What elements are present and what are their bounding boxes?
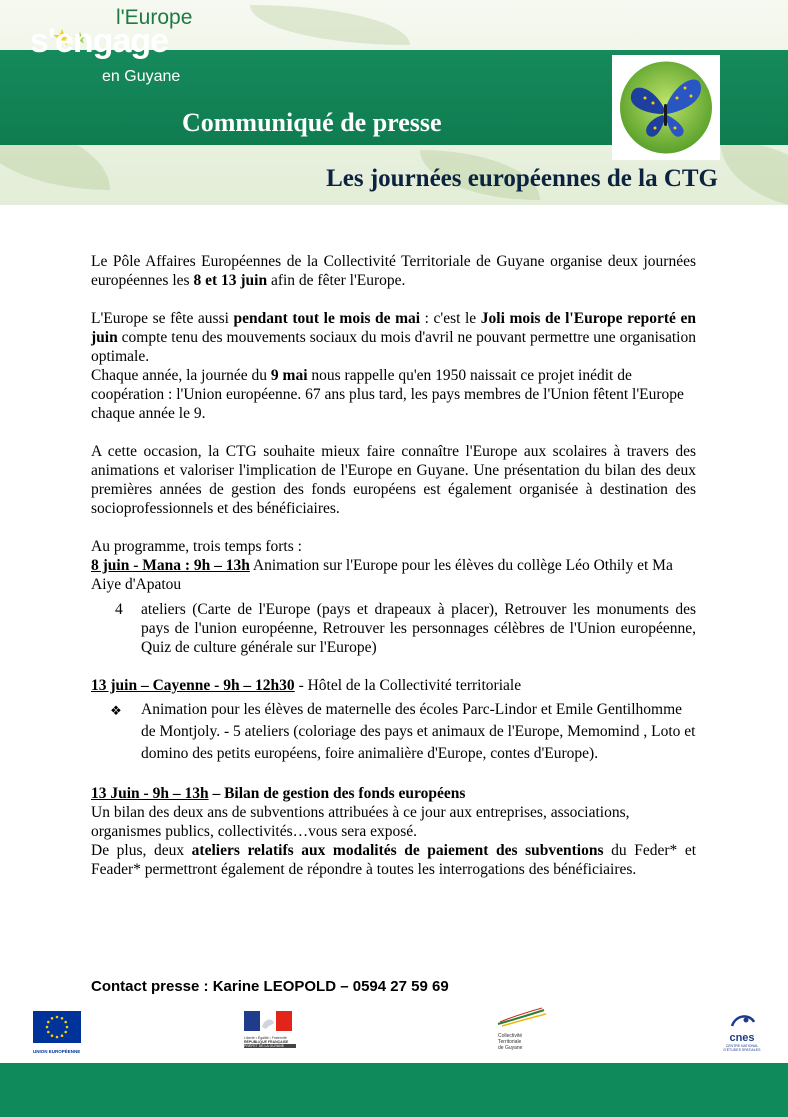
ctg-logo: [492, 1006, 550, 1054]
leaf-decoration: [720, 140, 788, 205]
ctg-line: Territoriale: [498, 1039, 522, 1045]
cnes-sub: [722, 1044, 762, 1052]
cnes-name: cnes: [729, 1032, 755, 1044]
event-text: – Bilan de gestion des fonds européens: [208, 785, 466, 802]
footer-green-bar: [0, 1063, 788, 1117]
logo-line2: s'engage: [30, 22, 169, 60]
paragraph-ateliers: [91, 841, 696, 879]
text-span: nous rappelle qu'en 1950 naissait ce projet inédit de coopération : l'Union européenne. 67 ans plus tard, les pays membres de l'Union fêtent l'Europe chaque année le 9.: [91, 367, 684, 422]
ctg-text: [492, 1033, 550, 1051]
list-number: 4: [115, 601, 123, 618]
header: [0, 0, 788, 205]
cnes-orbit-icon: [728, 1012, 758, 1028]
marianne-flag-icon: [244, 1011, 292, 1031]
text-span: afin de fêter l'Europe.: [267, 272, 406, 289]
event-heading: 13 Juin - 9h – 13h: [91, 785, 209, 802]
text-bold: Joli mois de l'Europe reporté en juin: [91, 310, 696, 346]
republique-francaise-logo: [244, 1011, 296, 1051]
leaf-decoration: [250, 5, 410, 45]
text-span: L'Europe se fête aussi: [91, 310, 234, 327]
text-bold: pendant tout le mois de mai: [233, 310, 421, 327]
event-heading: 13 juin – Cayenne - 9h – 12h30: [91, 677, 295, 694]
eu-flag-icon: [33, 1011, 81, 1043]
paragraph-9-mai: [91, 366, 696, 423]
logo-line1: l'Europe: [116, 6, 193, 29]
text-span: compte tenu des mouvements sociaux du mois d'avril ne pouvant permettre une organisation optimale.: [91, 329, 696, 365]
ctg-line: Collectivité: [498, 1033, 523, 1039]
event-text: - Hôtel de la Collectivité territoriale: [294, 677, 522, 694]
rf-line: RÉPUBLIQUE FRANÇAISE: [244, 1040, 289, 1044]
europe-sengage-logo: [30, 6, 200, 86]
text-span: du Feder* et Feader* permettront également de répondre à toutes les interrogations des bénéficiaires.: [91, 842, 697, 878]
event-8-juin-detail: [91, 600, 696, 657]
ctg-swoosh-icon: [492, 1006, 550, 1028]
paragraph-programme: Au programme, trois temps forts :: [91, 538, 302, 555]
cnes-sub-line: D'ÉTUDES SPATIALES: [723, 1048, 761, 1052]
rf-line: Liberté • Égalité • Fraternité: [244, 1036, 287, 1040]
diamond-bullet-icon: ❖: [110, 703, 122, 718]
logo-line3: en Guyane: [102, 68, 181, 85]
eu-label: UNION EUROPÉENNE: [33, 1049, 81, 1054]
cnes-sub-line: CENTRE NATIONAL: [725, 1044, 759, 1048]
event-13-juin-cayenne: [91, 676, 696, 695]
text-span: De plus, deux: [91, 842, 192, 859]
rf-line: PRÉFET DE LA GUYANE: [244, 1044, 296, 1048]
page-title: Communiqué de presse: [182, 108, 442, 137]
rf-text: [244, 1036, 296, 1048]
press-release-body: [91, 252, 696, 879]
eu-flag-logo: [33, 1011, 83, 1054]
paragraph-occasion: A cette occasion, la CTG souhaite mieux faire connaître l'Europe aux scolaires à travers des animations et valoriser l'implication de l'Europe en Guyane. Une présentation du bilan des deux premières années de gestion des fonds européens est également organisée à destination des socioprofessionnels et des bénéficiaires.: [91, 443, 696, 517]
event-8-juin: [91, 556, 696, 594]
paragraph-intro: [91, 252, 696, 290]
press-contact: Contact presse : Karine LEOPOLD – 0594 27 59 69: [91, 978, 449, 995]
page-subtitle: Les journées européennes de la CTG: [326, 165, 718, 192]
text-span: Chaque année, la journée du: [91, 367, 271, 384]
event-detail: ateliers (Carte de l'Europe (pays et drapeaux à placer), Retrouver les monuments des pays de l'union européenne, Retrouver les personnages célèbres de l'Union européenne, Quiz de culture générale sur l'Europe): [141, 601, 696, 656]
paragraph-joli-mois: [91, 309, 696, 366]
paragraph-bilan: Un bilan des deux ans de subventions attribuées à ce jour aux entreprises, associations, organismes publics, collectivités…vous sera exposé.: [91, 804, 630, 840]
event-13-juin-bilan: [91, 784, 696, 803]
event-text: Animation sur l'Europe pour les élèves du collège Léo Othily et Ma Aiye d'Apatou: [91, 557, 673, 593]
ctg-line: de Guyane: [498, 1045, 523, 1051]
event-detail: Animation pour les élèves de maternelle des écoles Parc-Lindor et Emile Gentilhomme de Montjoly. - 5 ateliers (coloriage des pays et animaux de l'Europe, Memomind , Loto et domino des petits européens, foire animalière d'Europe, contes d'Europe).: [141, 701, 696, 762]
text-bold: 8 et 13 juin: [193, 272, 268, 289]
event-heading: 8 juin - Mana : 9h – 13h: [91, 557, 250, 574]
butterfly-icon: [615, 58, 717, 157]
text-span: : c'est le: [420, 310, 481, 327]
text-bold: ateliers relatifs aux modalités de paiement des subventions: [191, 842, 604, 859]
event-13-juin-detail: [91, 699, 696, 765]
cnes-logo: [722, 1012, 762, 1054]
text-span: Le Pôle Affaires Européennes de la Collectivité Territoriale de Guyane organise deux journées européennes les: [91, 253, 696, 289]
text-bold: 9 mai: [270, 367, 308, 384]
joli-mois-badge: [612, 55, 720, 160]
